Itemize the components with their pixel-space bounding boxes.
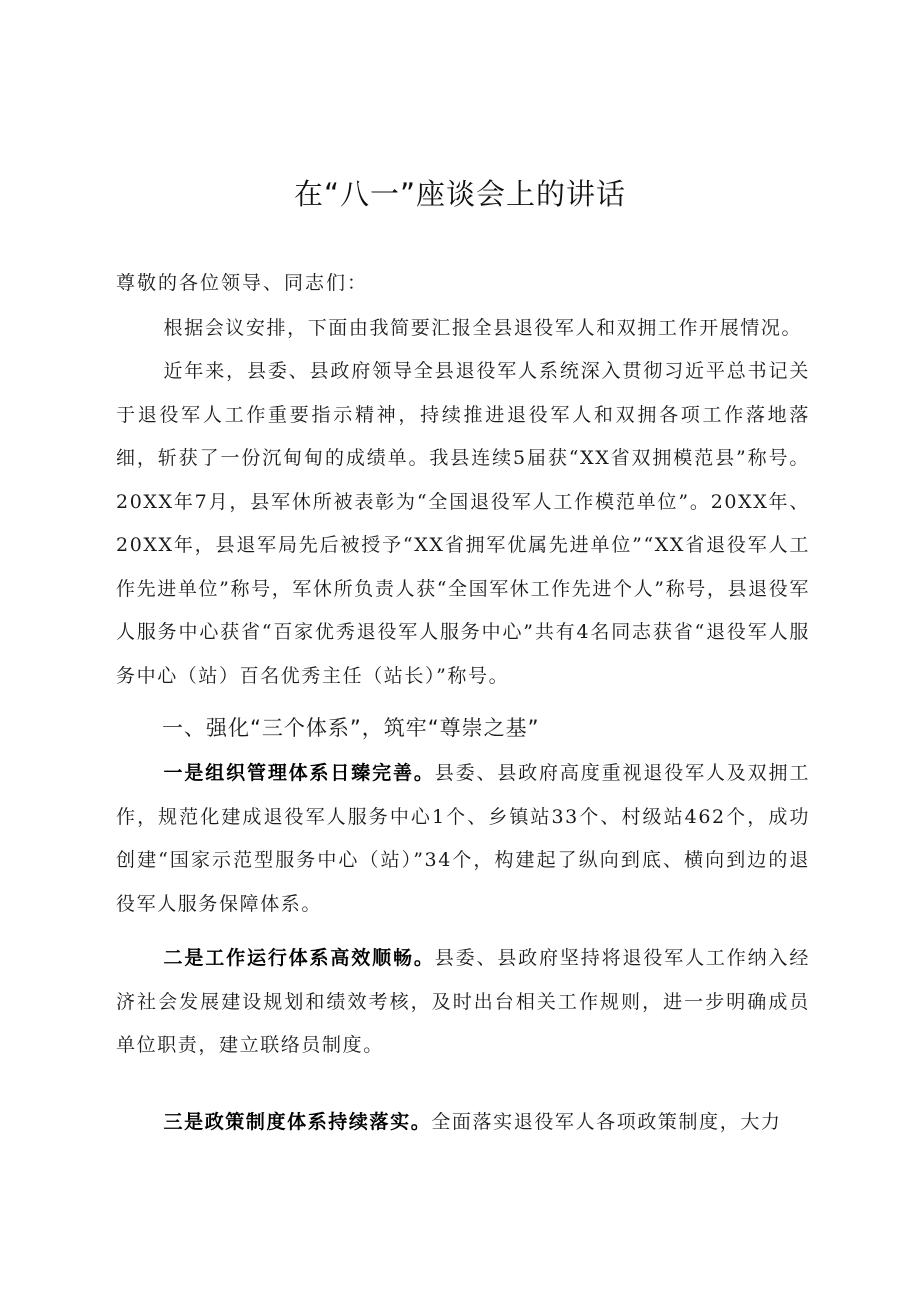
section-item-paragraph <box>116 1101 810 1145</box>
document-title: 在“八一”座谈会上的讲话 <box>293 177 627 211</box>
item-text: 县委、县政府高度重视退役军人及双拥工作，规范化建成退役军人服务中心1个、乡镇站33个、村级站462个，成功创建“国家示范型服务中心（站）”34个，构建起了纵向到底、横向到边的退役军人服务保障体系。 <box>116 762 810 915</box>
section-item-paragraph <box>116 752 810 926</box>
item-lead: 二是工作运行体系高效顺畅。 <box>163 947 435 969</box>
intro-paragraph: 根据会议安排，下面由我简要汇报全县退役军人和双拥工作开展情况。 <box>163 317 803 339</box>
section-heading: 一、强化“三个体系”，筑牢“尊崇之基” <box>162 716 540 740</box>
item-text: 全面落实退役军人各项政策制度，大力 <box>431 1111 782 1133</box>
item-lead: 一是组织管理体系日臻完善。 <box>163 762 435 784</box>
item-text: 县委、县政府坚持将退役军人工作纳入经济社会发展建设规划和绩效考核，及时出台相关工作规则，进一步明确成员单位职责，建立联络员制度。 <box>116 947 810 1056</box>
section-item-paragraph <box>116 937 810 1068</box>
salutation: 尊敬的各位领导、同志们： <box>116 272 369 294</box>
item-lead: 三是政策制度体系持续落实。 <box>163 1111 432 1133</box>
overview-paragraph: 近年来，县委、县政府领导全县退役军人系统深入贯彻习近平总书记关于退役军人工作重要指示精神，持续推进退役军人和双拥各项工作落地落细，斩获了一份沉甸甸的成绩单。我县连续5届获“XX省双拥模范县”称号。20XX年7月，县军休所被表彰为“全国退役军人工作模范单位”。20XX年、20XX年，县退军局先后被授予“XX省拥军优属先进单位”“XX省退役军人工作先进单位”称号，军休所负责人获“全国军休工作先进个人”称号，县退役军人服务中心获省“百家优秀退役军人服务中心”共有4名同志获省“退役军人服务中心（站）百名优秀主任（站长）”称号。 <box>116 360 810 687</box>
